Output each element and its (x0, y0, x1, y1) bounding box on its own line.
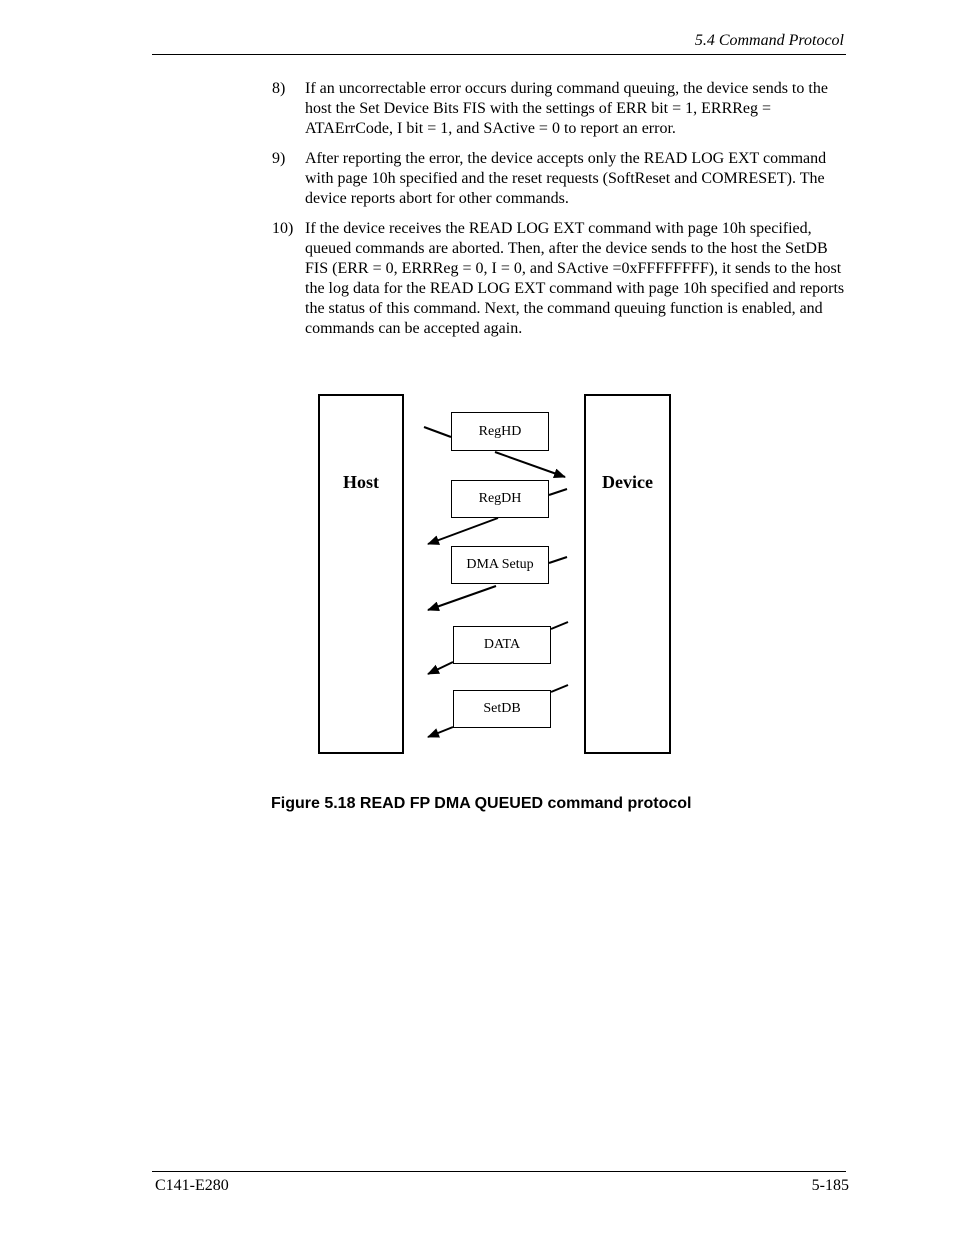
section-header: 5.4 Command Protocol (694, 32, 844, 49)
list-item (272, 79, 846, 139)
list-item (272, 219, 846, 339)
host-box (318, 394, 404, 754)
item-number: 8) (272, 80, 286, 97)
fis-label: RegHD (478, 423, 522, 439)
data-arrow (551, 622, 568, 629)
fis-label: SetDB (483, 701, 521, 716)
header-rule (152, 54, 846, 55)
fis-label: DMA Setup (466, 557, 534, 572)
device-label: Device (602, 472, 653, 492)
item-number: 9) (272, 150, 286, 167)
host-label: Host (343, 472, 379, 492)
fis-reghd (451, 412, 549, 451)
document-id: C141-E280 (155, 1177, 229, 1194)
regdh-arrow (428, 518, 498, 544)
reghd-arrow (424, 427, 451, 437)
fis-dma-setup (451, 546, 549, 584)
fis-label: RegDH (478, 491, 522, 506)
item-number: 10) (272, 220, 294, 237)
fis-regdh (451, 480, 549, 518)
page-number: 5-185 (811, 1177, 849, 1194)
protocol-diagram (300, 385, 720, 765)
device-box (584, 394, 671, 754)
setdb-arrow (428, 727, 453, 737)
setdb-arrow (551, 685, 568, 692)
figure-caption: Figure 5.18 READ FP DMA QUEUED command protocol (271, 795, 692, 812)
regdh-arrow (549, 489, 567, 495)
list-item (272, 149, 846, 209)
reghd-arrow (495, 452, 565, 477)
numbered-list (272, 79, 846, 349)
dma-setup-arrow (428, 586, 496, 610)
dma-setup-arrow (549, 557, 567, 563)
item-text: If the device receives the READ LOG EXT command with page 10h specified, queued commands are aborted. Then, after the device sends to the host the SetDB FIS (ERR = 0, ERRReg = 0, I = 0, and SActive =0xFFFFFFFF), it sends to the host the log data for the READ LOG EXT command with page 10h specified and reports the status of this command. Next, the command queuing function is enabled, and commands can be accepted again. (305, 220, 845, 337)
fis-data (453, 626, 551, 664)
data-arrow (428, 662, 453, 674)
fis-label: DATA (483, 637, 521, 652)
footer-rule (152, 1171, 846, 1172)
fis-setdb (453, 690, 551, 728)
item-text: After reporting the error, the device accepts only the READ LOG EXT command with page 10h specified and the reset requests (SoftReset and COMRESET). The device reports abort for other commands. (305, 150, 827, 207)
item-text: If an uncorrectable error occurs during command queuing, the device sends to the host the Set Device Bits FIS with the settings of ERR bit = 1, ERRReg = ATAErrCode, I bit = 1, and SActive = 0 to report an error. (305, 80, 828, 137)
